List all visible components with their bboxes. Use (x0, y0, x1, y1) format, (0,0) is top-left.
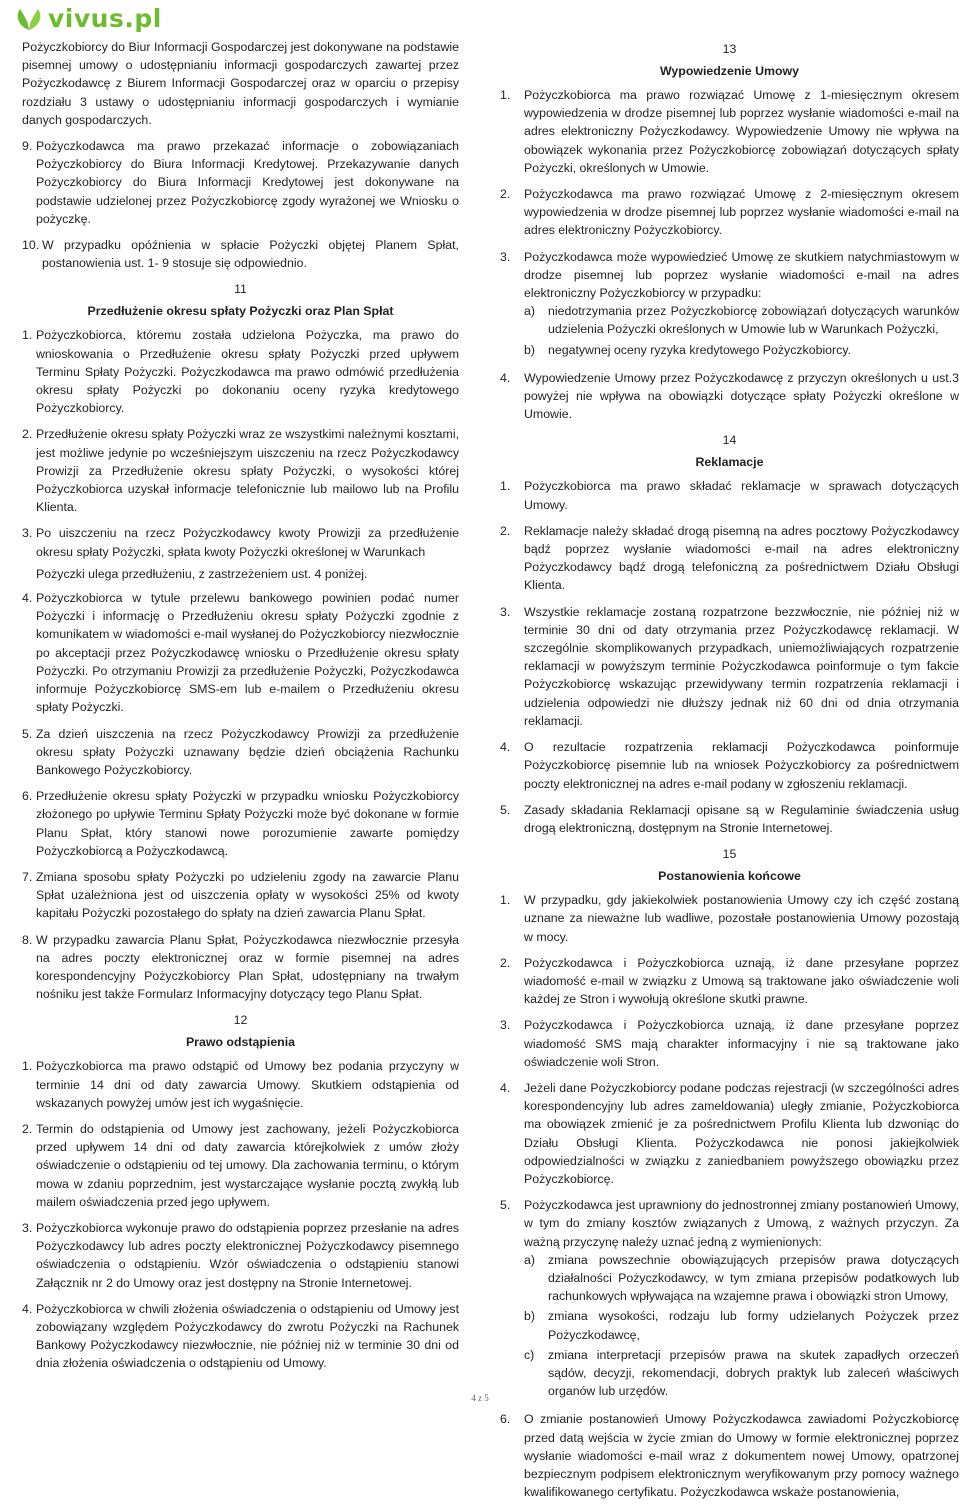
item-number: 3. (22, 526, 33, 541)
list-item (22, 1120, 459, 1211)
item-number: 3. (500, 249, 511, 264)
right-column (500, 38, 959, 1509)
item-number: 2. (22, 427, 33, 442)
list-item (500, 801, 959, 837)
list-item (22, 725, 459, 780)
item-number: 4. (22, 591, 33, 606)
section-number: 15 (722, 847, 737, 862)
section-title: Wypowiedzenie Umowy (659, 64, 799, 78)
item-text: Za dzień uiszczenia na rzecz Pożyczkodawcy Prowizji za przedłużenie okresu spłaty Pożyczki uznawany będzie dzień obciążenia Rachunku Bankowego Pożyczkobiorcy. (36, 726, 459, 777)
item-text: Pożyczkodawca może wypowiedzieć Umowę ze skutkiem natychmiastowym w drodze pisemnej lub poprzez wysłanie wiadomości e-mail na adres elektroniczny Pożyczkobiorcy w przypadku: (524, 249, 959, 301)
item-number: 4. (500, 370, 511, 385)
item-number: 1. (500, 893, 511, 908)
sub-item-text: niedotrzymania przez Pożyczkobiorcę zobowiązań dotyczących warunków udzielenia Pożyczki określonych w Umowie lub w Warunkach Pożyczki, (548, 304, 959, 337)
sub-item-text: zmiana wysokości, rodzaju lub formy udzielanych Pożyczek przez Pożyczkodawcę, (548, 1309, 959, 1342)
page-number: 4 z 5 (471, 1393, 489, 1403)
list-item (500, 954, 959, 1009)
item-text: Wypowiedzenie Umowy przez Pożyczkodawcę z przyczyn określonych u ust.3 powyżej nie wpływa na obowiązki dotyczące spłaty Pożyczki określone w Umowie. (524, 370, 959, 422)
item-text: Po uiszczeniu na rzecz Pożyczkodawcy kwoty Prowizji za przedłużenie okresu spłaty Pożyczki, spłata kwoty Pożyczki określonej w Warunkach (36, 526, 459, 559)
section-heading-14 (500, 431, 959, 471)
item-continuation: Pożyczki ulega przedłużeniu, z zastrzeżeniem ust. 4 poniżej. (36, 566, 368, 581)
item-text: O zmianie postanowień Umowy Pożyczkodawca zawiadomi Pożyczkobiorcę przed datą wejścia w życie zmian do Umowy w formie elektronicznej poprzez wysłanie wiadomości e-mail wraz z dokumentem nowej Umowy, opatrzonej bezpiecznym podpisem elektronicznym weryfikowanym przy pomocy ważnego kwalifikowanego certyfikatu. Pożyczkodawca wskaże postanowienia, (524, 1412, 959, 1500)
item-number: 4. (500, 740, 511, 755)
item-text: Wszystkie reklamacje zostaną rozpatrzone bezzwłocznie, nie później niż w terminie 30 dni od daty otrzymania przez Pożyczkodawcę reklamacji. W szczególnie skomplikowanych przypadkach, uniemożliwiających rozpatrzenie reklamacji w powyższym terminie Pożyczkodawca poinformuje o tym fakcie Pożyczkobiorcę wskazując przewidywany termin rozpatrzenia reklamacji i udzielenia odpowiedzi nie dłuższy jednak niż 60 dni od dnia otrzymania reklamacji. (524, 604, 959, 728)
item-number: 1. (500, 479, 511, 494)
item-text: Pożyczkobiorca w tytule przelewu bankowego powinien podać numer Pożyczki i informację o Przedłużeniu okresu spłaty Pożyczki zgodnie z komunikatem w wiadomości e-mail wysłanej do Pożyczkobiorcy niezwłocznie po akceptacji przez Pożyczkodawcę wniosku o Przedłużenie okresu spłaty Pożyczki. Po otrzymaniu Prowizji za przedłużenie Pożyczki, Pożyczkodawca informuje Pożyczkobiorcę SMS-em lub e-mailem o Przedłużeniu okresu spłaty Pożyczki. (36, 591, 459, 715)
list-item (500, 1016, 959, 1071)
item-text: O rezultacie rozpatrzenia reklamacji Pożyczkodawca poinformuje Pożyczkobiorcę pisemnie lub na wniosek Pożyczkobiorcy za pośrednictwem poczty elektronicznej na adres e-mail podany w zgłoszeniu reklamacji. (524, 740, 959, 791)
vivus-leaf-icon (14, 6, 44, 32)
item-number: 2. (500, 955, 511, 970)
item-text: W przypadku zawarcia Planu Spłat, Pożyczkodawca niezwłocznie przesyła na adres poczty elektronicznej oraz w formie pisemnej na adres korespondencyjny Pożyczkobiorcy Plan Spłat, udostępniany na trwałym nośniku jest także Formularz Informacyjny dotyczący tego Planu Spłat. (36, 932, 459, 1002)
item-text: W przypadku opóźnienia w spłacie Pożyczki objętej Planem Spłat, postanowienia ust. 1- 9 stosuje się odpowiednio. (42, 238, 459, 271)
list-item (22, 1300, 459, 1373)
item-text: Pożyczkodawca ma prawo rozwiązać Umowę z 2-miesięcznym okresem wypowiedzenia w drodze pisemnej lub poprzez wysłanie wiadomości e-mail na adres elektroniczny Pożyczkobiorcy. (524, 187, 959, 238)
item-number: 5. (500, 802, 511, 817)
list-item (500, 522, 959, 595)
sub-item (524, 302, 959, 338)
sub-item-letter: a) (524, 1252, 535, 1267)
item-text: Przedłużenie okresu spłaty Pożyczki w przypadku wniosku Pożyczkobiorcy złożonego po upływie Terminu Spłaty Pożyczki może być dokonane w formie Planu Spłat, który stanowi nowe porozumienie zawarte pomiędzy Pożyczkobiorcą a Pożyczkodawcą. (36, 789, 459, 858)
left-column (22, 38, 459, 1381)
section-number: 12 (233, 1013, 248, 1028)
item-text: Pożyczkobiorca wykonuje prawo do odstąpienia poprzez przesłanie na adres Pożyczkodawcy lub adres poczty elektronicznej Pożyczkodawcy pisemnego oświadczenia o odstąpieniu. Wzór oświadczenia o odstąpieniu stanowi Załącznik nr 2 do Umowy oraz jest dostępny na Stronie Internetowej. (36, 1220, 459, 1290)
section-title: Prawo odstąpienia (185, 1035, 296, 1050)
list-item (500, 477, 959, 513)
item-text: Pożyczkobiorca, któremu została udzielona Pożyczka, ma prawo do wnioskowania o Przedłużenie okresu spłaty Pożyczki przed upływem Terminu Spłaty Pożyczki. Pożyczkodawca ma prawo odmówić przedłużenia okresu spłaty Pożyczki po dokonaniu oceny ryzyka kredytowego Pożyczkobiorcy. (36, 328, 459, 416)
sub-item-letter: a) (524, 304, 535, 319)
item-number: 1. (22, 1059, 33, 1074)
item-text: Pożyczkobiorca ma prawo odstąpić od Umowy bez podania przyczyny w terminie 14 dni od daty zawarcia Umowy. Skutkiem odstąpienia od wskazanych powyżej umów jest ich wygaśnięcie. (36, 1059, 459, 1110)
item-number: 2. (500, 187, 511, 202)
item-text: Reklamacje należy składać drogą pisemną na adres pocztowy Pożyczkodawcy bądź poprzez wysłanie wiadomości e-mail na adres elektroniczny Pożyczkodawcy bądź drogą telefoniczną za pośrednictwem Działu Obsługi Klienta. (524, 523, 959, 593)
list-item (22, 425, 459, 516)
vivus-logo (14, 4, 162, 34)
sub-item-letter: c) (524, 1347, 535, 1362)
section-heading-13 (500, 40, 959, 80)
item-number: 7. (22, 869, 33, 884)
list-item (500, 738, 959, 793)
item-number: 5. (500, 1198, 511, 1213)
item-text: Pożyczkobiorca ma prawo rozwiązać Umowę z 1-miesięcznym okresem wypowiedzenia w drodze pisemnej lub poprzez wysłanie wiadomości e-mail na adres elektroniczny Pożyczkodawcy. Wypowiedzenie Umowy nie wpływa na obowiązek wykonania przez Pożyczkobiorcę zobowiązań dotyczących spłaty Pożyczki, określonych w Umowie. (524, 88, 959, 175)
sub-item-text: zmiana interpretacji przepisów prawa na skutek zapadłych orzeczeń sądów, decyzji, rekomendacji, dobrych praktyk lub zaleceń właściwych organów lub urzędów. (548, 1347, 959, 1399)
list-item (22, 1057, 459, 1112)
item-text: Przedłużenie okresu spłaty Pożyczki wraz ze wszystkimi należnymi kosztami, jest możliwe jedynie po wcześniejszym uiszczeniu na rzecz Pożyczkodawcy Prowizji za Przedłużenie okresu spłaty Pożyczki, o wysokości której Pożyczkobiorca uzyskał informacje telefonicznie lub mailowo lub na Profilu Klienta. (36, 427, 459, 515)
section-title: Przedłużenie okresu spłaty Pożyczki oraz Plan Spłat (87, 304, 394, 319)
item-number: 2. (500, 523, 511, 538)
item-number: 3. (500, 1018, 511, 1033)
item-body (524, 248, 959, 361)
list-item (500, 185, 959, 240)
sub-item-letter: b) (524, 342, 535, 357)
list-item (22, 524, 459, 560)
list-item (22, 787, 459, 860)
item-text: Termin do odstąpienia od Umowy jest zachowany, jeżeli Pożyczkobiorca przed upływem 14 dni od daty zawarcia którejkolwiek z umów złoży oświadczenie o odstąpieniu od tej umowy. Dla zachowania terminu, o którym mowa w zdaniu poprzednim, jest wystarczające wysłanie pocztą zwykłą lub mailem oświadczenia przed jego upływem. (36, 1121, 459, 1209)
item-text: Pożyczkodawca i Pożyczkobiorca uznają, iż dane przesyłane poprzez wiadomość e-mail w związku z Umową są traktowane jako oświadczenie woli każdej ze Stron i wywołują określone skutki prawne. (524, 955, 959, 1007)
list-item (500, 248, 959, 361)
list-item (500, 1079, 959, 1188)
item-number: 5. (22, 726, 33, 741)
item-text: Pożyczkodawca ma prawo przekazać informacje o zobowiązaniach Pożyczkobiorcy do Biura Informacji Kredytowej. Przekazywanie danych Pożyczkobiorcy do Biura Informacji Kredytowej jest dokonywane na podstawie udzielonej przez Pożyczkobiorcę zgody wyrażonej we Wniosku o pożyczkę. (36, 139, 459, 226)
item-number: 8. (22, 932, 33, 947)
item-text: Zmiana sposobu spłaty Pożyczki po udzieleniu zgody na zawarcie Planu Spłat uzależniona jest od uiszczenia opłaty w wysokości 25% od kwoty kapitału Pożyczki pozostałego do spłaty na dzień zawarcia Planu Spłat. (36, 869, 459, 921)
section-title: Reklamacje (695, 455, 764, 470)
section-heading-12 (22, 1011, 459, 1051)
list-item (22, 137, 459, 228)
list-item (500, 86, 959, 177)
list-item (500, 1196, 959, 1402)
item-text: Zasady składania Reklamacji opisane są w Regulaminie świadczenia usług drogą elektroniczną, dostępnym na Stronie Internetowej. (524, 802, 959, 835)
sub-item-text: zmiana powszechnie obowiązujących przepisów prawa dotyczących działalności Pożyczkodawcy, w tym zmiana przepisów podatkowych lub rachunkowych wpływająca na wzajemne prawa i obowiązki stron Umowy, (548, 1252, 959, 1304)
item-text: Pożyczkodawca i Pożyczkobiorca uznają, iż dane przesyłane poprzez wiadomość SMS mają charakter informacyjny i nie są traktowane jako oświadczenie woli Stron. (524, 1018, 959, 1069)
section-title: Postanowienia końcowe (658, 869, 801, 884)
item-text: W przypadku, gdy jakiekolwiek postanowienia Umowy czy ich część zostaną uznane za nieważne lub wadliwe, pozostałe postanowienia Umowy pozostają w mocy. (524, 893, 959, 944)
list-item (22, 236, 459, 272)
item-number: 2. (22, 1121, 33, 1136)
item-text: Pożyczkobiorca ma prawo składać reklamacje w sprawach dotyczących Umowy. (524, 479, 959, 512)
item-number: 6. (22, 789, 33, 804)
item-number: 3. (500, 604, 511, 619)
logo-text: vivus.pl (48, 4, 162, 33)
item-number: 6. (500, 1412, 511, 1427)
section-heading-11 (22, 280, 459, 320)
section-number: 14 (722, 433, 737, 448)
list-item (22, 931, 459, 1004)
list-item (500, 891, 959, 946)
intro-paragraph: Pożyczkobiorcy do Biur Informacji Gospodarczej jest dokonywane na podstawie pisemnej umowy o udostępnianiu informacji gospodarczych zawartej przez Pożyczkodawcę z Biurem Informacji Gospodarczej oraz w oparciu o przepisy rozdziału 3 ustawy o udostępnianiu informacji gospodarczych i wymianie danych gospodarczych. (22, 40, 459, 127)
sub-item (524, 1251, 959, 1306)
sub-item-text: negatywnej oceny ryzyka kredytowego Pożyczkobiorcy. (548, 342, 852, 357)
item-number: 1. (22, 328, 33, 343)
list-item (22, 326, 459, 417)
item-number: 3. (22, 1220, 33, 1235)
list-item (22, 1219, 459, 1292)
sub-item (524, 1307, 959, 1343)
sub-item (524, 341, 959, 359)
sub-item-letter: b) (524, 1309, 535, 1324)
list-item (500, 369, 959, 424)
item-number: 1. (500, 88, 511, 102)
item-number: 9. (22, 139, 33, 154)
list-item (22, 868, 459, 923)
item-number: 10. (22, 238, 40, 253)
item-text: Jeżeli dane Pożyczkobiorcy podane podczas rejestracji (w szczególności adres korespondencyjny lub adres zameldowania) uległy zmianie, Pożyczkobiorca ma obowiązek zmienić je za pośrednictwem Profilu Klienta lub dzwoniąc do Działu Obsługi Klienta. Pożyczkodawca nie ponosi jakiejkolwiek odpowiedzialności w związku z zaniedbaniem powyższego obowiązku przez Pożyczkobiorcę. (524, 1080, 959, 1186)
section-heading-15 (500, 845, 959, 885)
section-number: 11 (234, 282, 247, 297)
section-number: 13 (722, 42, 737, 56)
item-number: 4. (22, 1301, 33, 1316)
item-text: Pożyczkobiorca w chwili złożenia oświadczenia o odstąpieniu od Umowy jest zobowiązany względem Pożyczkodawcy do zwrotu Pożyczki na Rachunek Bankowy Pożyczkodawcy niezwłocznie, nie później niż w terminie 30 dni od dnia złożenia oświadczenia o odstąpieniu od Umowy. (36, 1301, 459, 1371)
item-number: 4. (500, 1080, 511, 1095)
item-text: Pożyczkodawca jest uprawniony do jednostronnej zmiany postanowień Umowy, w tym do zmiany kosztów związanych z Umową, z ważnych przyczyn. Za ważną przyczynę należy uznać jedną z wymienionych: (524, 1198, 959, 1249)
list-item (500, 603, 959, 730)
item-body (524, 1196, 959, 1402)
list-item (22, 589, 459, 716)
list-item (500, 1410, 959, 1501)
